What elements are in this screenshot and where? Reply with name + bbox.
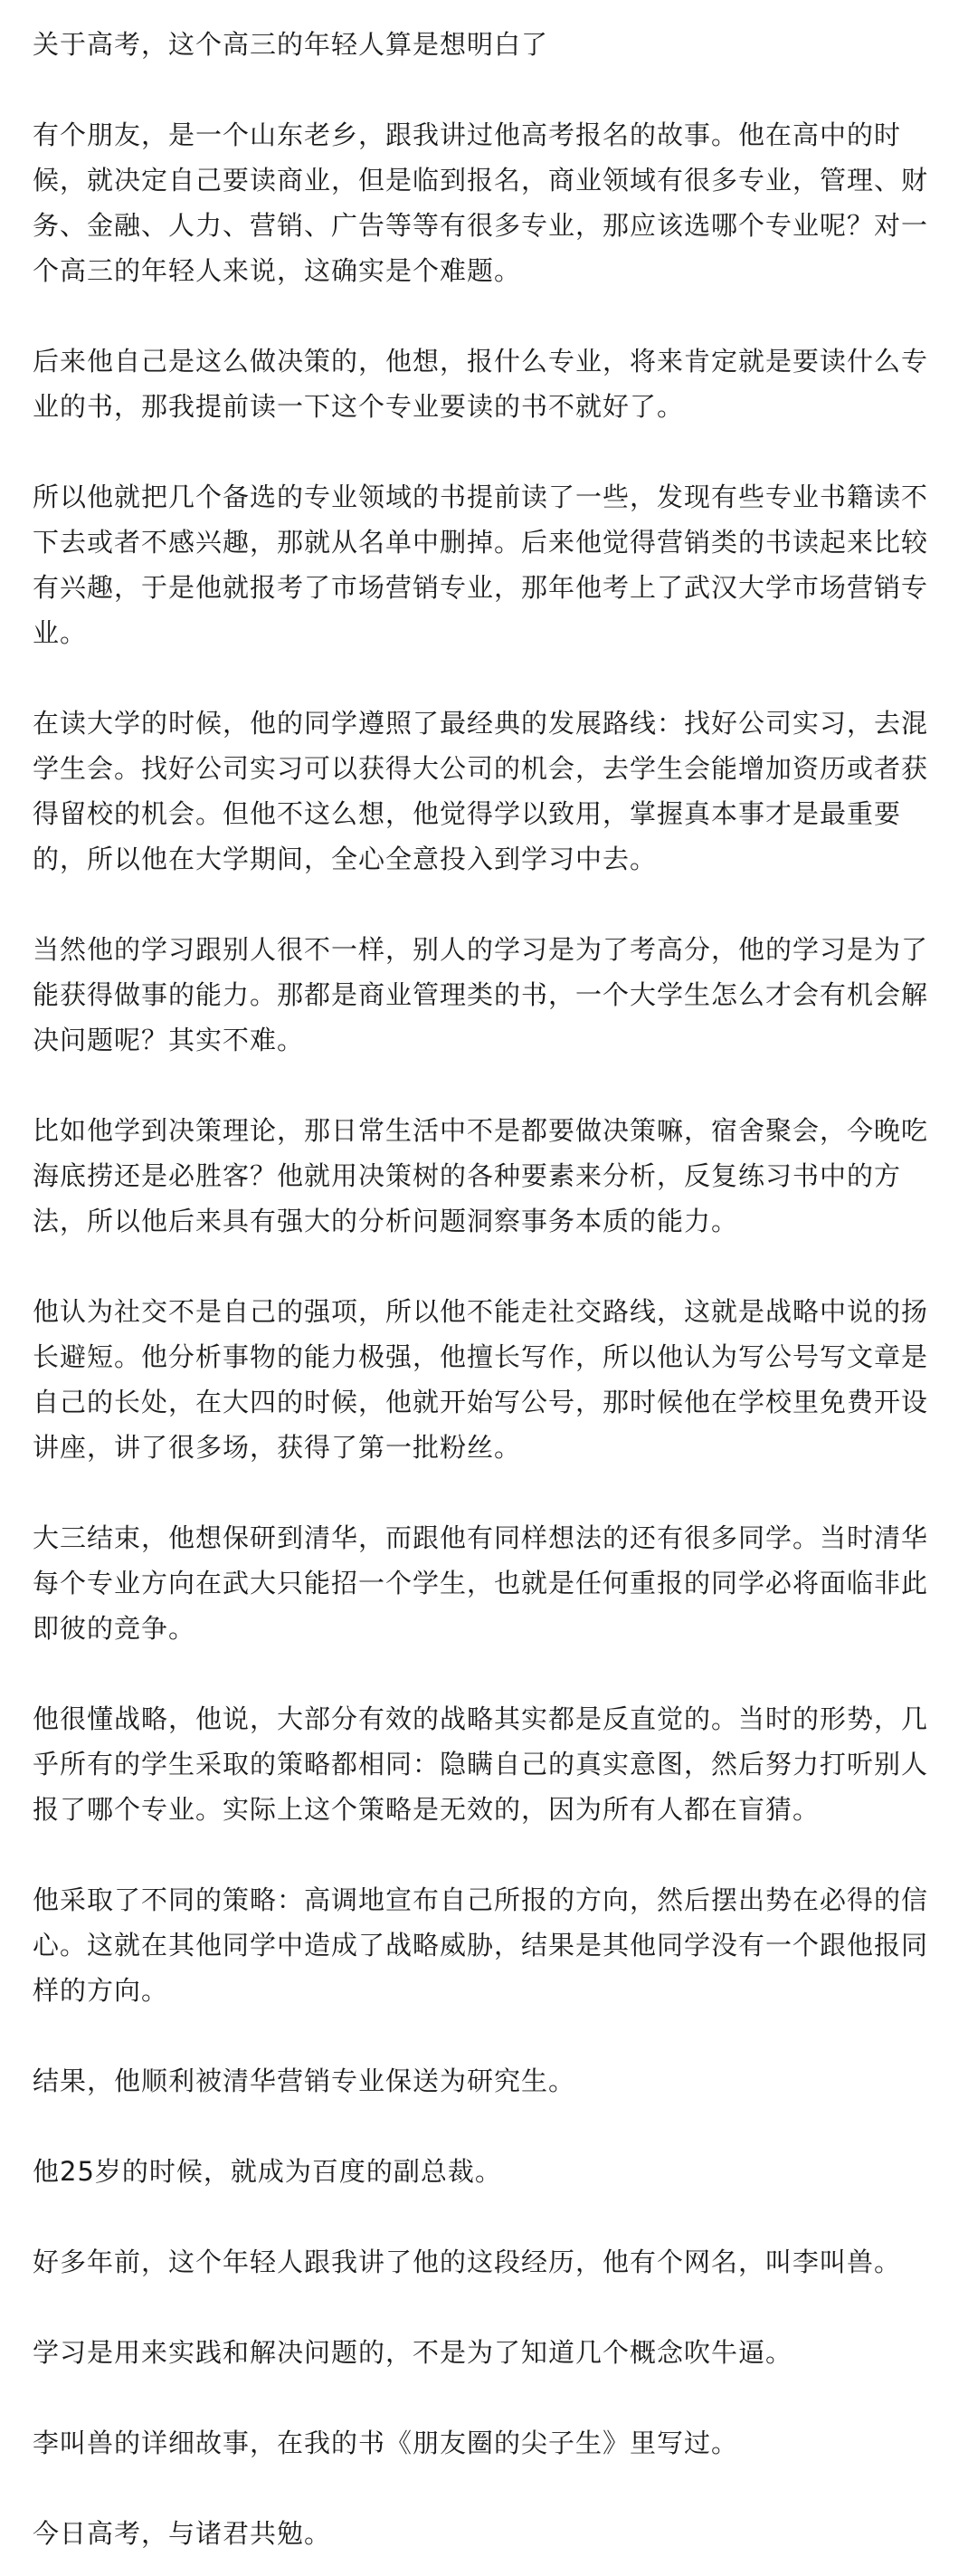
paragraph: 学习是用来实践和解决问题的，不是为了知道几个概念吹牛逼。 bbox=[33, 2337, 793, 2368]
paragraph: 结果，他顺利被清华营销专业保送为研究生。 bbox=[33, 2066, 576, 2096]
paragraph: 他采取了不同的策略：高调地宣布自己所报的方向，然后摆出势在必得的信心。这就在其他同学中造成了战略威胁，结果是其他同学没有一个跟他报同样的方向。 bbox=[33, 1884, 929, 2006]
paragraph: 所以他就把几个备选的专业领域的书提前读了一些，发现有些专业书籍读不下去或者不感兴趣，那就从名单中删掉。后来他觉得营销类的书读起来比较有兴趣，于是他就报考了市场营销专业，那年他考上了武汉大学市场营销专业。 bbox=[33, 482, 929, 648]
paragraph: 比如他学到决策理论，那日常生活中不是都要做决策嘛，宿舍聚会，今晚吃海底捞还是必胜客？他就用决策树的各种要素来分析，反复练习书中的方法，所以他后来具有强大的分析问题洞察事务本质的能力。 bbox=[33, 1115, 929, 1236]
paragraph: 他25岁的时候，就成为百度的副总裁。 bbox=[33, 2156, 502, 2187]
paragraph: 在读大学的时候，他的同学遵照了最经典的发展路线：找好公司实习，去混学生会。找好公司实习可以获得大公司的机会，去学生会能增加资历或者获得留校的机会。但他不这么想，他觉得学以致用，掌握真本事才是最重要的，所以他在大学期间，全心全意投入到学习中去。 bbox=[33, 708, 929, 874]
article-title: 关于高考，这个高三的年轻人算是想明白了 bbox=[33, 29, 549, 60]
paragraph: 后来他自己是这么做决策的，他想，报什么专业，将来肯定就是要读什么专业的书，那我提前读一下这个专业要读的书不就好了。 bbox=[33, 346, 929, 422]
paragraph: 他认为社交不是自己的强项，所以他不能走社交路线，这就是战略中说的扬长避短。他分析事物的能力极强，他擅长写作，所以他认为写公号写文章是自己的长处，在大四的时候，他就开始写公号，那时候他在学校里免费开设讲座，讲了很多场，获得了第一批粉丝。 bbox=[33, 1296, 929, 1463]
paragraph: 好多年前，这个年轻人跟我讲了他的这段经历，他有个网名，叫李叫兽。 bbox=[33, 2247, 902, 2277]
closing-line: 今日高考，与诸君共勉。 bbox=[33, 2518, 332, 2549]
paragraph: 他很懂战略，他说，大部分有效的战略其实都是反直觉的。当时的形势，几乎所有的学生采取的策略都相同：隐瞒自己的真实意图，然后努力打听别人报了哪个专业。实际上这个策略是无效的，因为所有人都在盲猜。 bbox=[33, 1703, 929, 1825]
paragraph: 有个朋友，是一个山东老乡，跟我讲过他高考报名的故事。他在高中的时候，就决定自己要读商业，但是临到报名，商业领域有很多专业，管理、财务、金融、人力、营销、广告等等有很多专业，那应该选哪个专业呢？对一个高三的年轻人来说，这确实是个难题。 bbox=[33, 119, 929, 286]
paragraph: 李叫兽的详细故事，在我的书《朋友圈的尖子生》里写过。 bbox=[33, 2428, 739, 2458]
paragraph: 当然他的学习跟别人很不一样，别人的学习是为了考高分，他的学习是为了能获得做事的能力。那都是商业管理类的书，一个大学生怎么才会有机会解决问题呢？其实不难。 bbox=[33, 934, 929, 1055]
paragraph: 大三结束，他想保研到清华，而跟他有同样想法的还有很多同学。当时清华每个专业方向在武大只能招一个学生，也就是任何重报的同学必将面临非此即彼的竞争。 bbox=[33, 1522, 929, 1644]
